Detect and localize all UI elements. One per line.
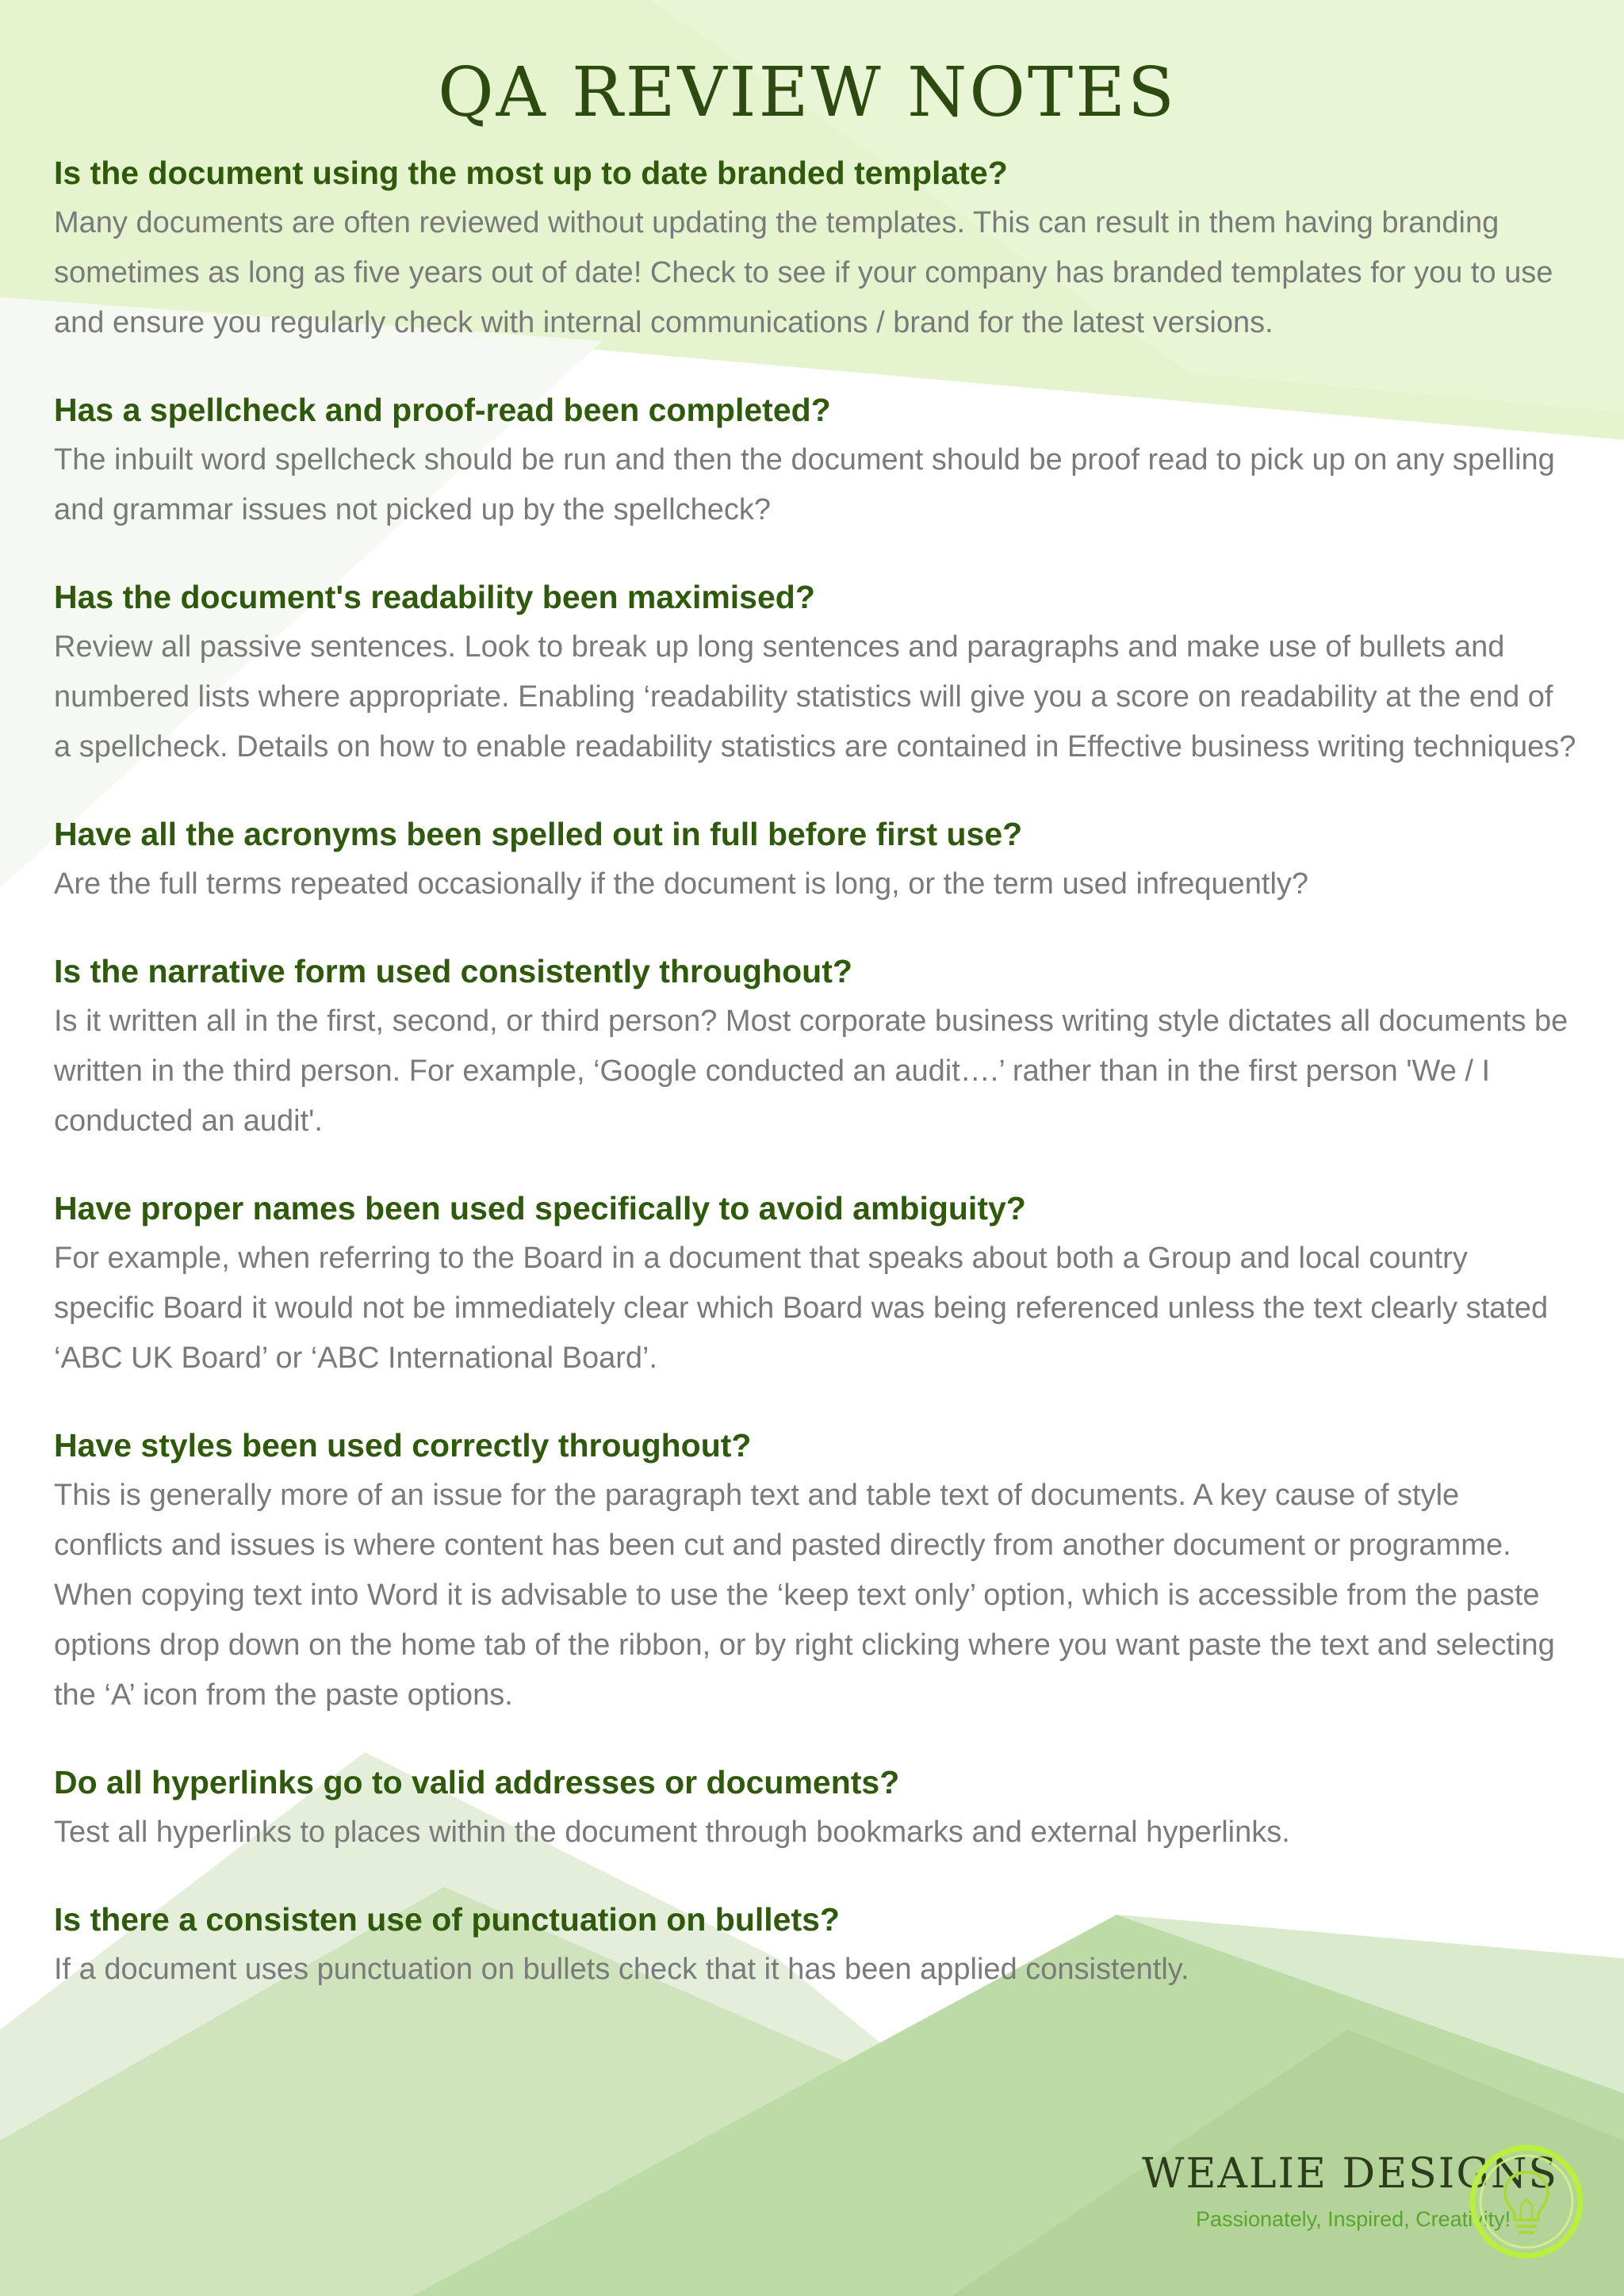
note-heading: Is the narrative form used consistently throughout? [54,953,852,989]
note-section [54,386,1576,535]
content [54,0,1576,2033]
note-section [54,1896,1576,1995]
note-heading: Have proper names been used specifically to avoid ambiguity? [54,1190,1026,1226]
notes-list [54,149,1576,1995]
note-section [54,1758,1576,1858]
note-body: Are the full terms repeated occasionally if the document is long, or the term used infrequently? [54,867,1309,901]
note-section [54,573,1576,772]
page-title: QA REVIEW NOTES [438,53,1177,132]
note-heading: Is there a consisten use of punctuation on bullets? [54,1901,840,1938]
note-body: Is it written all in the first, second, or third person? Most corporate business writing style dictates all documents be written in the third person. For example, ‘Google conducted an audit….’ rather than in the first person 'We / I conducted an audit'. [54,1004,1568,1138]
note-section [54,149,1576,348]
note-heading: Is the document using the most up to date branded template? [54,155,1008,191]
brand-name: WEALIE DESIGNS [1142,2150,1558,2198]
note-heading: Do all hyperlinks go to valid addresses or documents? [54,1764,900,1800]
note-body: Many documents are often reviewed without updating the templates. This can result in them having branding sometimes as long as five years out of date! Check to see if your company has branded templates for you to use and ensure you regularly check with internal communications / brand for the latest versions. [54,206,1553,339]
note-body: This is generally more of an issue for the paragraph text and table text of documents. A key cause of style conflicts and issues is where content has been cut and pasted directly from another document or programme. When copying text into Word it is advisable to use the ‘keep text only’ option, which is accessible from the paste options drop down on the home tab of the ribbon, or by right clicking where you want paste the text and selecting the ‘A’ icon from the paste options. [54,1479,1555,1712]
note-body: For example, when referring to the Board in a document that speaks about both a Group and local country specific Board it would not be immediately clear which Board was being referenced unless the text clearly stated ‘ABC UK Board’ or ‘ABC International Board’. [54,1242,1549,1375]
note-heading: Has the document's readability been maximised? [54,579,815,615]
note-body: If a document uses punctuation on bullets check that it has been applied consistently. [54,1953,1189,1986]
note-section [54,1184,1576,1383]
note-body: Review all passive sentences. Look to break up long sentences and paragraphs and make use of bullets and numbered lists where appropriate. Enabling ‘readability statistics will give you a score on readability at the end of a spellcheck. Details on how to enable readability statistics are contained in Effective business writing techniques? [54,630,1576,763]
note-body: The inbuilt word spellcheck should be run and then the document should be proof read to pick up on any spelling and grammar issues not picked up by the spellcheck? [54,443,1555,526]
note-heading: Have all the acronyms been spelled out in full before first use? [54,816,1023,852]
brand-logo [1142,2142,1586,2261]
note-section [54,1422,1576,1720]
note-heading: Has a spellcheck and proof-read been completed? [54,392,831,428]
note-body: Test all hyperlinks to places within the document through bookmarks and external hyperlinks. [54,1816,1290,1849]
note-section [54,947,1576,1146]
lightbulb-icon [1467,2142,1586,2261]
note-section [54,810,1576,909]
brand-tagline: Passionately, Inspired, Creativity! [1196,2207,1511,2231]
note-heading: Have styles been used correctly throughout? [54,1427,752,1464]
